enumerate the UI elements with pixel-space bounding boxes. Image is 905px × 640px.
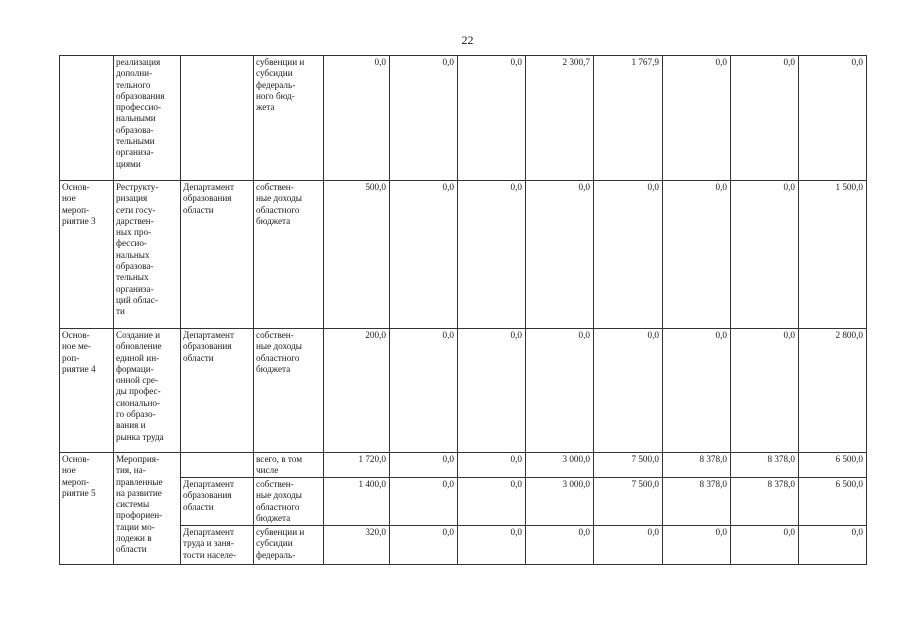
- executor-cell: Департамент образования области: [181, 181, 254, 329]
- value-cell: 8 378,0: [663, 453, 731, 478]
- value-cell: 1 767,9: [594, 56, 663, 181]
- value-cell: 500,0: [324, 181, 390, 329]
- value-cell: 1 400,0: [324, 478, 390, 526]
- value-cell: 0,0: [663, 181, 731, 329]
- value-cell: 8 378,0: [731, 453, 799, 478]
- table-row: [60, 56, 867, 181]
- value-cell: 0,0: [458, 453, 526, 478]
- value-cell: 0,0: [663, 526, 731, 565]
- event-name-cell: Основ- ное мероп- риятие 5: [60, 453, 114, 565]
- value-cell: 200,0: [324, 329, 390, 453]
- funding-source-cell: субвенции и субсидии федераль-: [254, 526, 324, 565]
- value-cell: 320,0: [324, 526, 390, 565]
- value-cell: 0,0: [594, 181, 663, 329]
- value-cell: 0,0: [731, 329, 799, 453]
- page-number: 22: [461, 33, 474, 47]
- value-cell: 0,0: [390, 181, 458, 329]
- value-cell: 0,0: [390, 453, 458, 478]
- value-cell: 0,0: [731, 181, 799, 329]
- event-description-cell: Реструкту- ризация сети госу- дарствен- ных про- фессио- нальных образова- тельных организа- ций облас- ти: [114, 181, 181, 329]
- value-cell: 6 500,0: [799, 478, 867, 526]
- value-cell: 0,0: [324, 56, 390, 181]
- funding-source-cell: всего, в том числе: [254, 453, 324, 478]
- value-cell: 8 378,0: [663, 478, 731, 526]
- value-cell: 0,0: [731, 56, 799, 181]
- value-cell: 1 720,0: [324, 453, 390, 478]
- value-cell: 0,0: [458, 181, 526, 329]
- value-cell: 7 500,0: [594, 478, 663, 526]
- value-cell: 0,0: [731, 526, 799, 565]
- executor-cell: [181, 56, 254, 181]
- budget-table: [59, 55, 867, 565]
- value-cell: 0,0: [458, 56, 526, 181]
- value-cell: 0,0: [526, 329, 594, 453]
- table-row: [60, 329, 867, 453]
- value-cell: 0,0: [390, 56, 458, 181]
- value-cell: 0,0: [390, 478, 458, 526]
- event-description-cell: Создание и обновление единой ин- формаци- онной сре- ды профес- сионально- го образо- вания и рынка труда: [114, 329, 181, 453]
- value-cell: 7 500,0: [594, 453, 663, 478]
- executor-cell: Департамент труда и заня- тости населе-: [181, 526, 254, 565]
- value-cell: 6 500,0: [799, 453, 867, 478]
- value-cell: 2 300,7: [526, 56, 594, 181]
- value-cell: 0,0: [799, 526, 867, 565]
- value-cell: 0,0: [663, 56, 731, 181]
- value-cell: 3 000,0: [526, 478, 594, 526]
- value-cell: 0,0: [799, 56, 867, 181]
- value-cell: 8 378,0: [731, 478, 799, 526]
- value-cell: 0,0: [594, 526, 663, 565]
- value-cell: 0,0: [458, 329, 526, 453]
- event-name-cell: Основ- ное ме- роп- риятие 4: [60, 329, 114, 453]
- executor-cell: Департамент образования области: [181, 478, 254, 526]
- event-name-cell: [60, 56, 114, 181]
- value-cell: 0,0: [390, 329, 458, 453]
- event-name-cell: Основ- ное мероп- риятие 3: [60, 181, 114, 329]
- table-row: [60, 478, 867, 526]
- funding-source-cell: собствен- ные доходы областного бюджета: [254, 329, 324, 453]
- value-cell: 0,0: [390, 526, 458, 565]
- funding-source-cell: субвенции и субсидии федераль- ного бюд- жета: [254, 56, 324, 181]
- value-cell: 3 000,0: [526, 453, 594, 478]
- value-cell: 0,0: [458, 478, 526, 526]
- funding-source-cell: собствен- ные доходы областного бюджета: [254, 181, 324, 329]
- value-cell: 0,0: [594, 329, 663, 453]
- table-row: [60, 181, 867, 329]
- value-cell: 0,0: [458, 526, 526, 565]
- event-description-cell: Мероприя- тия, на- правленные на развитие системы профориен- тации мо- лодежи в области: [114, 453, 181, 565]
- value-cell: 0,0: [526, 181, 594, 329]
- table-row: [60, 526, 867, 565]
- value-cell: 0,0: [526, 526, 594, 565]
- value-cell: 1 500,0: [799, 181, 867, 329]
- value-cell: 0,0: [663, 329, 731, 453]
- funding-source-cell: собствен- ные доходы областного бюджета: [254, 478, 324, 526]
- table-row: [60, 453, 867, 478]
- event-description-cell: реализация дополни- тельного образования профессио- нальными образова- тельными организа- циями: [114, 56, 181, 181]
- executor-cell: [181, 453, 254, 478]
- executor-cell: Департамент образования области: [181, 329, 254, 453]
- value-cell: 2 800,0: [799, 329, 867, 453]
